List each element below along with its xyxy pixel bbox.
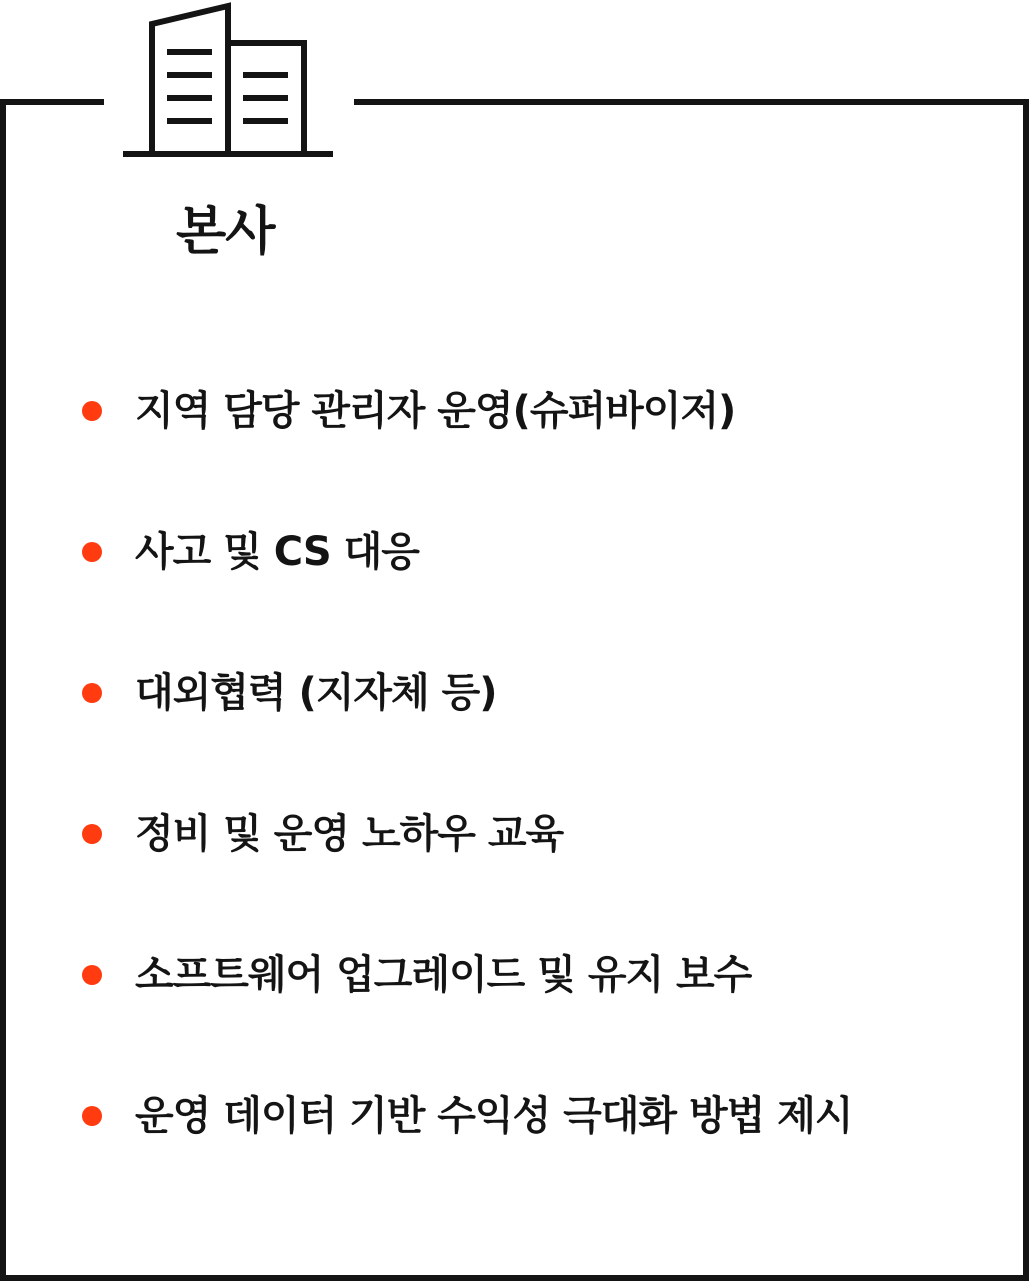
list-item [82, 662, 852, 803]
list-item-label: 대외협력 (지자체 등) [135, 670, 497, 716]
list-item [82, 1085, 852, 1226]
list-item [82, 521, 852, 662]
list-item-label: 사고 및 CS 대응 [135, 529, 419, 575]
list-item-label: 소프트웨어 업그레이드 및 유지 보수 [135, 952, 752, 998]
list-item [82, 944, 852, 1085]
bullet-dot-icon [82, 401, 102, 421]
list-item [82, 380, 852, 521]
bullet-dot-icon [82, 1106, 102, 1126]
bullet-dot-icon [82, 542, 102, 562]
card-title: 본사 [176, 202, 275, 262]
bullet-dot-icon [82, 683, 102, 703]
list-item-label: 지역 담당 관리자 운영(슈퍼바이저) [135, 388, 736, 434]
list-item-label: 운영 데이터 기반 수익성 극대화 방법 제시 [135, 1093, 853, 1139]
bullet-dot-icon [82, 965, 102, 985]
list-item-label: 정비 및 운영 노하우 교육 [135, 811, 564, 857]
list-item [82, 803, 852, 944]
feature-list [82, 380, 852, 1226]
bullet-dot-icon [82, 824, 102, 844]
